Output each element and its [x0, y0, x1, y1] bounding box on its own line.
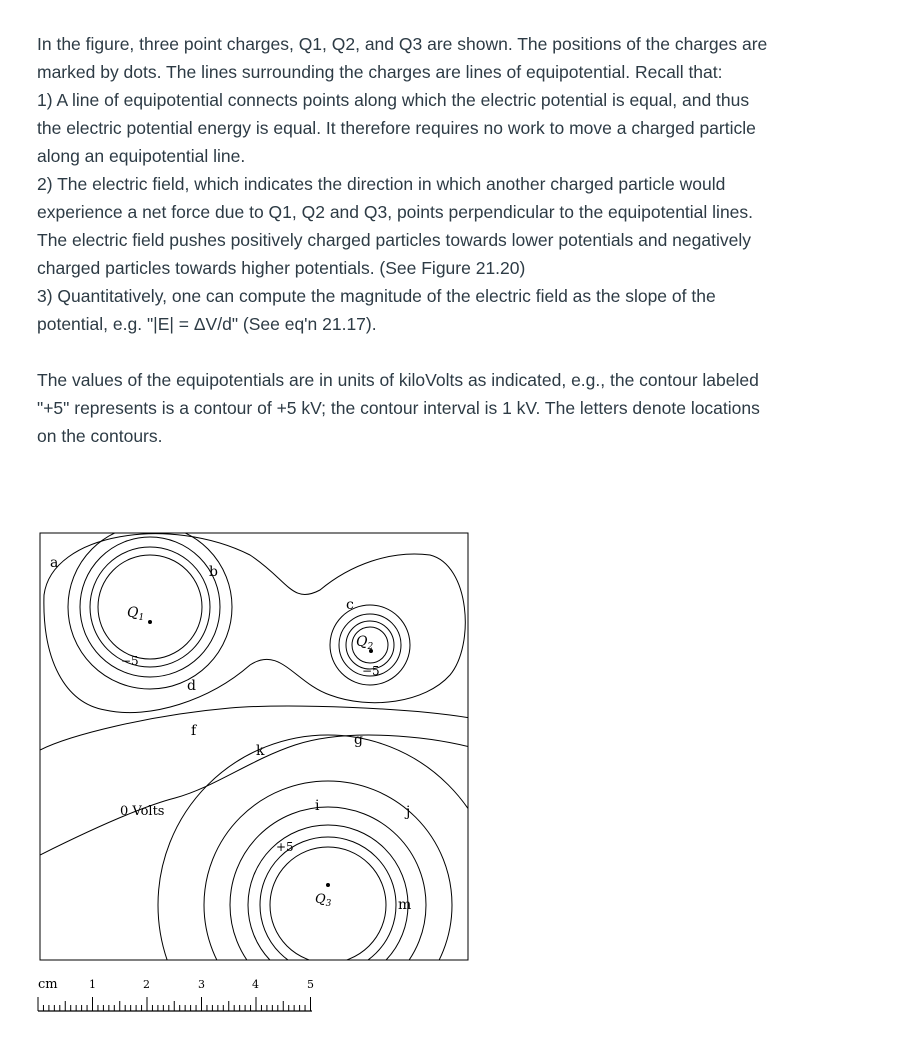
ruler-tick-label: 1	[89, 978, 96, 991]
zero-volt-contour	[40, 735, 470, 855]
point-m: m	[398, 897, 412, 913]
contours	[40, 525, 480, 1025]
point-k: k	[256, 743, 265, 759]
cm-ruler	[38, 977, 314, 1011]
point-i: i	[315, 798, 320, 814]
contour-diagram	[30, 525, 480, 1025]
ruler-tick-label: 3	[198, 978, 205, 991]
plus5-label: +5	[276, 840, 294, 854]
ruler-unit-label: cm	[38, 977, 58, 992]
ruler-tick-label: 4	[252, 978, 259, 991]
q1-contour-4	[68, 525, 232, 689]
intro-paragraph: In the figure, three point charges, Q1, Q2, and Q3 are shown. The positions of the charges are marked by dots. The lines surrounding the charges are lines of equipotential. Recall that:	[37, 34, 768, 82]
q2-label: $Q_2$	[356, 634, 374, 652]
point-d: d	[187, 678, 196, 694]
q2-minus5-label: −5	[362, 664, 380, 678]
point-g: g	[354, 732, 363, 748]
outer-contour-upper	[40, 706, 470, 750]
units-note: The values of the equipotentials are in units of kiloVolts as indicated, e.g., the contour labeled "+5" represents is a contour of +5 kV; the contour interval is 1 kV. The letters denote locations on the contours.	[37, 370, 760, 446]
q1-dot	[148, 620, 152, 624]
ruler-tick-label: 5	[307, 978, 314, 991]
point-f: f	[191, 723, 197, 739]
point-c: c	[346, 597, 354, 613]
point-a: a	[50, 555, 59, 571]
point-j: j	[406, 804, 411, 820]
ruler-tick-label: 2	[143, 978, 150, 991]
q1-minus5-label: −5	[121, 654, 139, 668]
zero-volts-label: 0 Volts	[120, 804, 165, 819]
point-3: 3) Quantitatively, one can compute the magnitude of the electric field as the slope of the potential, e.g. "|E| = ΔV/d" (See eq'n 21.17).	[37, 286, 716, 334]
q1-contour-2	[90, 547, 210, 667]
problem-text	[37, 30, 777, 450]
q3-label: $Q_3$	[315, 892, 332, 909]
point-2: 2) The electric field, which indicates the direction in which another charged particle would experience a net force due to Q1, Q2 and Q3, points perpendicular to the equipotential lines. The electric field pushes positively charged particles towards lower potentials and negatively charged particles towards higher potentials. (See Figure 21.20)	[37, 174, 754, 278]
figure-frame	[40, 533, 468, 960]
point-1: 1) A line of equipotential connects points along which the electric potential is equal, and thus the electric potential energy is equal. It therefore requires no work to move a charged particle along an equipotential line.	[37, 90, 756, 166]
q3-dot	[326, 883, 330, 887]
equipotential-figure	[30, 525, 480, 1030]
ruler-ticks	[38, 997, 311, 1011]
q1-q2-common-contour	[44, 534, 465, 713]
q1-contour-3	[80, 537, 220, 677]
q1-label: $Q_1$	[127, 605, 145, 623]
point-b: b	[209, 564, 218, 580]
q1-contour-inner	[98, 555, 202, 659]
